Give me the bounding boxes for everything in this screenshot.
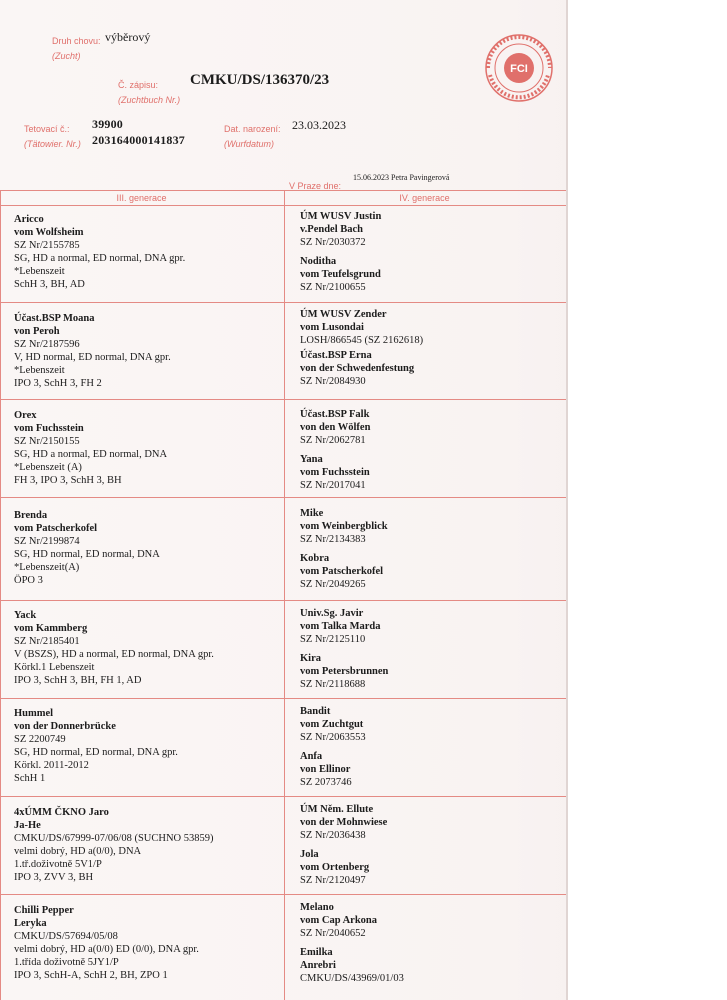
pedigree-text-line: SZ Nr/2185401 — [14, 636, 80, 647]
pedigree-text-line: ÚM Něm. Ellute — [300, 804, 374, 815]
pedigree-text-line: vom Talka Marda — [300, 621, 381, 632]
pedigree-text-line: SZ Nr/2118688 — [300, 679, 366, 690]
pedigree-text-line: ÚM WUSV Justin — [300, 211, 382, 222]
tetovaci-label — [24, 124, 81, 150]
pedigree-text-line: v.Pendel Bach — [300, 224, 364, 235]
pedigree-text-line: Orex — [14, 410, 37, 421]
pedigree-text-line: Anfa — [300, 751, 323, 762]
pedigree-text-line: vom Ortenberg — [300, 862, 370, 873]
fourth-gen-entry — [300, 210, 562, 294]
pedigree-text-line: V, HD normal, ED normal, DNA gpr. — [14, 352, 171, 363]
pedigree-text-line: vom Zuchtgut — [300, 719, 364, 730]
pedigree-text-line: vom Cap Arkona — [300, 915, 378, 926]
third-gen-entry — [14, 409, 282, 487]
fci-logo — [484, 33, 554, 103]
pedigree-text-line: SZ Nr/2062781 — [300, 435, 366, 446]
fourth-generation-header: IV. generace — [399, 193, 450, 203]
pedigree-text-line: CMKU/DS/57694/05/08 — [14, 931, 118, 942]
pedigree-text-line: SZ Nr/2084930 — [300, 376, 366, 387]
pedigree-text-line: Melano — [300, 902, 334, 913]
fourth-gen-entry — [300, 607, 562, 691]
pedigree-text-line: Druh chovu: — [52, 36, 101, 46]
pedigree-text-line: LOSH/866545 (SZ 2162618) — [300, 335, 424, 346]
pedigree-text-line: Yack — [14, 610, 37, 621]
pedigree-text-line: vom Petersbrunnen — [300, 666, 389, 677]
fourth-gen-entry — [300, 901, 562, 985]
druh-label — [52, 36, 101, 62]
pedigree-text-line: vom Fuchsstein — [14, 423, 84, 434]
pedigree-text-line: IPO 3, SchH 3, BH, FH 1, AD — [14, 675, 142, 686]
table-row — [0, 600, 566, 699]
pedigree-text-line: SZ Nr/2125110 — [300, 634, 366, 645]
tattoo-number: 39900 — [92, 117, 123, 131]
pedigree-text-line: vom Lusondai — [300, 322, 364, 333]
chip-number: 203164000141837 — [92, 133, 185, 147]
narozeni-label — [224, 124, 281, 150]
pedigree-text-line: Tetovací č.: — [24, 124, 70, 134]
pedigree-text-line: vom Teufelsgrund — [300, 269, 381, 280]
pedigree-text-line: SZ 2200749 — [14, 734, 66, 745]
third-gen-entry — [14, 806, 282, 884]
pedigree-text-line: SG, HD a normal, ED normal, DNA — [14, 449, 168, 460]
table-row — [0, 698, 566, 797]
pedigree-text-line: IPO 3, ZVV 3, BH — [14, 872, 94, 883]
pedigree-text-line: Körkl.1 Lebenszeit — [14, 662, 95, 673]
pedigree-text-line: IPO 3, SchH 3, FH 2 — [14, 378, 102, 389]
table-row — [0, 399, 566, 498]
pedigree-text-line: SZ Nr/2036438 — [300, 830, 366, 841]
pedigree-text-line: Hummel — [14, 708, 54, 719]
birth-date: 23.03.2023 — [292, 118, 346, 132]
pedigree-text-line: FCI — [510, 63, 528, 75]
fourth-gen-entry — [300, 408, 562, 492]
pedigree-text-line: ÖPO 3 — [14, 575, 43, 586]
druh-value: výběrový — [105, 30, 151, 44]
praha-label: V Praze dne: — [289, 181, 342, 191]
fourth-gen-entry — [300, 308, 562, 388]
pedigree-text-line: SZ Nr/2187596 — [14, 339, 80, 350]
pedigree-text-line: (Tätowier. Nr.) — [24, 139, 81, 149]
generation-header — [0, 190, 566, 206]
pedigree-text-line: Kira — [300, 653, 321, 664]
pedigree-text-line: SZ Nr/2155785 — [14, 240, 80, 251]
pedigree-text-line: 1.třída doživotně 5JY1/P — [14, 957, 119, 968]
pedigree-text-line: von Peroh — [14, 326, 60, 337]
pedigree-text-line: CMKU/DS/43969/01/03 — [300, 973, 404, 984]
pedigree-text-line: SG, HD a normal, ED normal, DNA gpr. — [14, 253, 186, 264]
pedigree-text-line: *Lebenszeit (A) — [14, 462, 82, 473]
pedigree-text-line: Kobra — [300, 553, 330, 564]
registration-number: CMKU/DS/136370/23 — [190, 72, 330, 88]
third-gen-entry — [14, 609, 282, 687]
third-gen-entry — [14, 904, 282, 982]
third-gen-entry — [14, 707, 282, 785]
pedigree-text-line: SZ Nr/2100655 — [300, 282, 366, 293]
fourth-gen-entry — [300, 705, 562, 789]
pedigree-text-line: FH 3, IPO 3, SchH 3, BH — [14, 475, 122, 486]
pedigree-text-line: SchH 1 — [14, 773, 46, 784]
pedigree-text-line: Körkl. 2011-2012 — [14, 760, 89, 771]
pedigree-text-line: Emilka — [300, 947, 333, 958]
pedigree-text-line: vom Fuchsstein — [300, 467, 370, 478]
pedigree-text-line: Brenda — [14, 510, 48, 521]
pedigree-text-line: SZ Nr/2120497 — [300, 875, 366, 886]
pedigree-text-line: von den Wölfen — [300, 422, 371, 433]
pedigree-text-line: von Ellinor — [300, 764, 351, 775]
pedigree-text-line: (Zuchtbuch Nr.) — [118, 95, 181, 105]
pedigree-text-line: SZ Nr/2030372 — [300, 237, 366, 248]
pedigree-text-line: Mike — [300, 508, 324, 519]
table-row — [0, 796, 566, 895]
pedigree-text-line: SG, HD normal, ED normal, DNA — [14, 549, 160, 560]
pedigree-text-line: Dat. narození: — [224, 124, 281, 134]
fourth-gen-entry — [300, 507, 562, 591]
pedigree-text-line: CMKU/DS/67999-07/06/08 (SUCHNO 53859) — [14, 833, 214, 844]
pedigree-text-line: 4xÚMM ČKNO Jaro — [14, 807, 109, 818]
pedigree-text-line: SZ Nr/2150155 — [14, 436, 80, 447]
pedigree-text-line: vom Wolfsheim — [14, 227, 84, 238]
pedigree-text-line: SZ Nr/2134383 — [300, 534, 366, 545]
pedigree-text-line: 1.tř.doživotně 5V1/P — [14, 859, 102, 870]
pedigree-text-line: vom Patscherkofel — [14, 523, 98, 534]
third-generation-header: III. generace — [116, 193, 167, 203]
third-gen-entry — [14, 213, 282, 291]
pedigree-text-line: Leryka — [14, 918, 47, 929]
pedigree-text-line: Yana — [300, 454, 323, 465]
pedigree-text-line: V (BSZS), HD a normal, ED normal, DNA gpr. — [14, 649, 214, 660]
pedigree-text-line: Noditha — [300, 256, 337, 267]
pedigree-text-line: Bandit — [300, 706, 331, 717]
pedigree-text-line: Chilli Pepper — [14, 905, 74, 916]
table-row — [0, 205, 566, 303]
pedigree-text-line: IPO 3, SchH-A, SchH 2, BH, ZPO 1 — [14, 970, 168, 981]
pedigree-text-line: velmi dobrý, HD a(0/0) ED (0/0), DNA gpr. — [14, 944, 199, 955]
pedigree-text-line: (Zucht) — [52, 51, 81, 61]
table-row — [0, 894, 566, 1000]
pedigree-text-line: Anrebri — [300, 960, 336, 971]
pedigree-text-line: *Lebenszeit(A) — [14, 562, 80, 573]
issue-date-signature: 15.06.2023 Petra Pavingerová — [353, 173, 450, 182]
table-row — [0, 302, 566, 400]
pedigree-text-line: velmi dobrý, HD a(0/0), DNA — [14, 846, 142, 857]
pedigree-text-line: Účast.BSP Moana — [14, 313, 95, 324]
pedigree-text-line: SZ Nr/2049265 — [300, 579, 366, 590]
pedigree-text-line: von der Mohnwiese — [300, 817, 388, 828]
pedigree-text-line: SZ Nr/2040652 — [300, 928, 366, 939]
pedigree-text-line: SZ Nr/2199874 — [14, 536, 80, 547]
pedigree-text-line: Účast.BSP Erna — [300, 350, 372, 361]
pedigree-text-line: Účast.BSP Falk — [300, 409, 370, 420]
pedigree-text-line: Ja-He — [14, 820, 41, 831]
pedigree-text-line: SchH 3, BH, AD — [14, 279, 85, 290]
pedigree-text-line: ÚM WUSV Zender — [300, 309, 387, 320]
table-row — [0, 497, 566, 601]
pedigree-text-line: SZ 2073746 — [300, 777, 352, 788]
pedigree-text-line: von der Schwedenfestung — [300, 363, 415, 374]
pedigree-text-line: (Wurfdatum) — [224, 139, 275, 149]
third-gen-entry — [14, 312, 282, 390]
pedigree-text-line: von der Donnerbrücke — [14, 721, 116, 732]
zapis-label — [118, 80, 180, 106]
pedigree-text-line: Aricco — [14, 214, 44, 225]
pedigree-text-line: Jola — [300, 849, 319, 860]
fourth-gen-entry — [300, 803, 562, 887]
pedigree-text-line: Č. zápisu: — [118, 80, 159, 90]
pedigree-text-line: SZ Nr/2017041 — [300, 480, 366, 491]
pedigree-text-line: SZ Nr/2063553 — [300, 732, 366, 743]
pedigree-text-line: SG, HD normal, ED normal, DNA gpr. — [14, 747, 178, 758]
pedigree-text-line: Univ.Sg. Javir — [300, 608, 364, 619]
third-gen-entry — [14, 509, 282, 587]
pedigree-text-line: vom Kammberg — [14, 623, 88, 634]
pedigree-text-line: vom Weinbergblick — [300, 521, 388, 532]
pedigree-text-line: *Lebenszeit — [14, 365, 65, 376]
blank-margin — [568, 0, 727, 1000]
pedigree-text-line: *Lebenszeit — [14, 266, 65, 277]
pedigree-text-line: vom Patscherkofel — [300, 566, 384, 577]
